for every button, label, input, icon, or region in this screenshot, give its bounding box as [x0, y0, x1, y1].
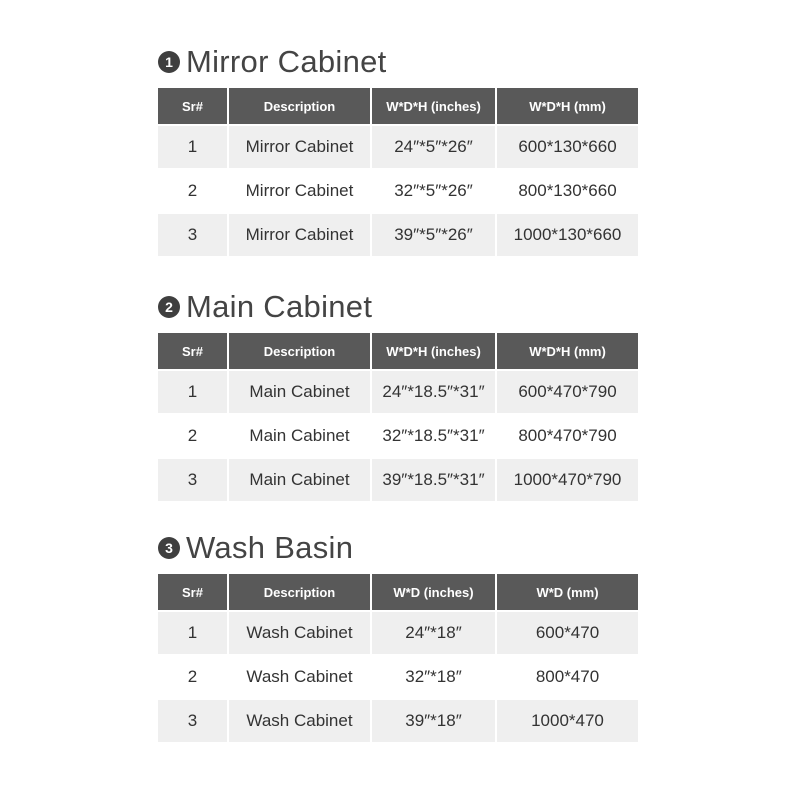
column-header: Description	[229, 574, 370, 610]
table-cell: 2	[158, 415, 227, 457]
table-cell: Main Cabinet	[229, 459, 370, 501]
table-row	[158, 459, 638, 501]
table-cell: 1000*130*660	[497, 214, 638, 256]
table-cell: 32″*5″*26″	[372, 170, 495, 212]
table-cell: 600*130*660	[497, 126, 638, 168]
table-cell: 39″*5″*26″	[372, 214, 495, 256]
table-cell: Mirror Cabinet	[229, 170, 370, 212]
column-header: Sr#	[158, 88, 227, 124]
table-cell: Wash Cabinet	[229, 656, 370, 698]
table-cell: 32″*18.5″*31″	[372, 415, 495, 457]
section-number-badge: 1	[158, 51, 180, 73]
spec-table	[156, 572, 640, 744]
table-cell: 32″*18″	[372, 656, 495, 698]
table-cell: Wash Cabinet	[229, 700, 370, 742]
column-header: W*D (mm)	[497, 574, 638, 610]
table-cell: Mirror Cabinet	[229, 126, 370, 168]
section-number-badge: 2	[158, 296, 180, 318]
column-header: W*D*H (inches)	[372, 333, 495, 369]
section-title: Main Cabinet	[186, 289, 373, 324]
column-header: W*D*H (mm)	[497, 333, 638, 369]
table-cell: 2	[158, 656, 227, 698]
table-cell: 1000*470*790	[497, 459, 638, 501]
section-number-badge: 3	[158, 537, 180, 559]
table-cell: 600*470*790	[497, 371, 638, 413]
table-cell: 2	[158, 170, 227, 212]
column-header: W*D*H (mm)	[497, 88, 638, 124]
table-cell: 3	[158, 214, 227, 256]
section-heading	[158, 42, 640, 82]
table-cell: 39″*18″	[372, 700, 495, 742]
section-heading	[158, 528, 640, 568]
table-cell: Mirror Cabinet	[229, 214, 370, 256]
table-row	[158, 612, 638, 654]
section-mirror-cabinet	[158, 42, 640, 258]
table-header-row	[158, 88, 638, 124]
table-header-row	[158, 574, 638, 610]
table-cell: 800*470*790	[497, 415, 638, 457]
column-header: Description	[229, 88, 370, 124]
table-cell: 24″*18″	[372, 612, 495, 654]
table-cell: 600*470	[497, 612, 638, 654]
section-main-cabinet	[158, 287, 640, 503]
table-cell: Wash Cabinet	[229, 612, 370, 654]
table-cell: 800*470	[497, 656, 638, 698]
section-heading	[158, 287, 640, 327]
table-header-row	[158, 333, 638, 369]
table-row	[158, 214, 638, 256]
spec-table	[156, 331, 640, 503]
table-cell: Main Cabinet	[229, 371, 370, 413]
spec-table	[156, 86, 640, 258]
table-row	[158, 126, 638, 168]
table-cell: 24″*5″*26″	[372, 126, 495, 168]
column-header: Sr#	[158, 333, 227, 369]
table-cell: 1	[158, 371, 227, 413]
section-title: Mirror Cabinet	[186, 44, 387, 79]
column-header: W*D (inches)	[372, 574, 495, 610]
table-cell: 3	[158, 700, 227, 742]
table-row	[158, 170, 638, 212]
column-header: Description	[229, 333, 370, 369]
table-row	[158, 656, 638, 698]
column-header: W*D*H (inches)	[372, 88, 495, 124]
table-cell: 24″*18.5″*31″	[372, 371, 495, 413]
section-title: Wash Basin	[186, 530, 354, 565]
column-header: Sr#	[158, 574, 227, 610]
table-row	[158, 700, 638, 742]
table-cell: 1	[158, 612, 227, 654]
table-row	[158, 415, 638, 457]
table-cell: 800*130*660	[497, 170, 638, 212]
table-row	[158, 371, 638, 413]
table-cell: 39″*18.5″*31″	[372, 459, 495, 501]
section-wash-basin	[158, 528, 640, 744]
table-cell: 3	[158, 459, 227, 501]
table-cell: 1000*470	[497, 700, 638, 742]
table-cell: Main Cabinet	[229, 415, 370, 457]
table-cell: 1	[158, 126, 227, 168]
